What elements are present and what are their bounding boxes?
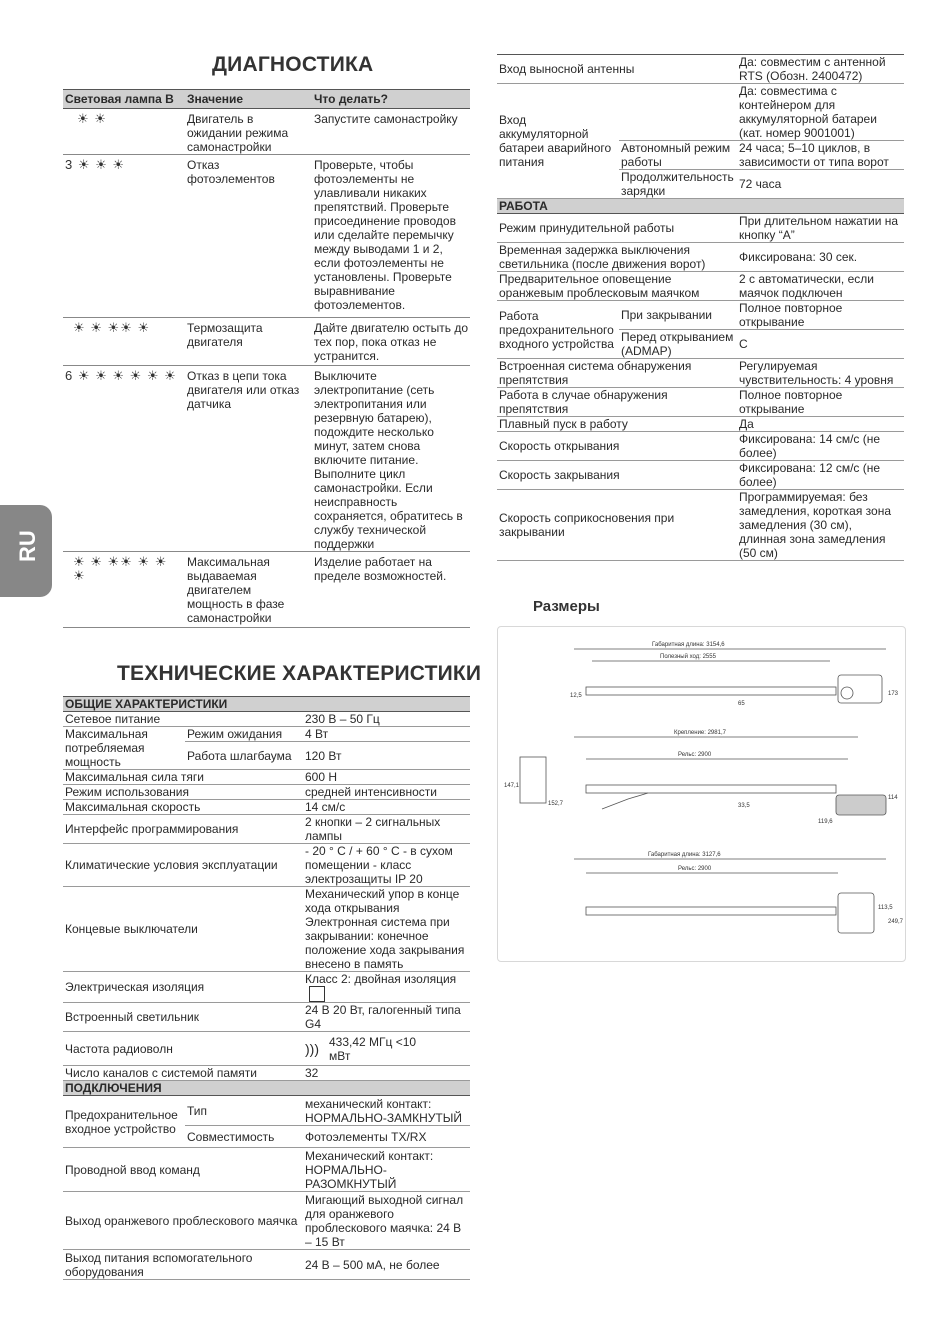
table-row xyxy=(63,800,470,815)
spec-sublabel: При закрывании xyxy=(619,301,737,330)
spec-value: 230 В – 50 Гц xyxy=(303,712,470,727)
motor-side xyxy=(836,795,886,815)
spec-label: Сетевое питание xyxy=(63,712,303,727)
dim-label: Полезный ход: 2555 xyxy=(660,654,716,660)
section-general xyxy=(63,697,470,712)
spec-value: Фиксирована: 30 сек. xyxy=(737,243,904,272)
table-row xyxy=(63,887,470,972)
dim-label: 119,6 xyxy=(818,819,833,825)
spec-value: - 20 ° C / + 60 ° C - в сухом помещении - класс электрозащиты IP 20 xyxy=(303,844,470,887)
spec-label: Работа в случае обнаружения препятствия xyxy=(497,388,737,417)
spec-value: Да: совместим с антенной RTS (Обозн. 2400472) xyxy=(737,55,904,84)
spec-label: Вход аккумуляторной батареи аварийного питания xyxy=(497,84,619,199)
spec-label: Концевые выключатели xyxy=(63,887,303,972)
dim-label: Рельс: 2900 xyxy=(678,866,712,872)
dim-label: 12,5 xyxy=(570,693,582,699)
action-cell: Изделие работает на пределе возможностей. xyxy=(312,552,470,628)
lamp-blink-icon: 6 ☀ ☀ ☀ ☀ ☀ ☀ xyxy=(63,366,185,552)
table-row xyxy=(63,972,470,1003)
spec-value: 120 Вт xyxy=(303,742,470,770)
arm xyxy=(602,793,648,809)
table-row xyxy=(497,84,904,141)
lamp-blink-icon: ☀ ☀ ☀☀ ☀ xyxy=(63,318,185,366)
action-cell: Выключите электропитание (сеть электропитания или резервную батарею), подождите несколько минут, затем снова включите питание. Выполните цикл самонастройки. Если неисправность сохраняется, обратитесь в службу технической поддержки xyxy=(312,366,470,552)
spec-label: Выход оранжевого проблескового маячка xyxy=(63,1192,303,1250)
table-row xyxy=(497,55,904,84)
spec-label: Режим использования xyxy=(63,785,303,800)
table-row xyxy=(497,461,904,490)
table-row xyxy=(63,366,470,552)
table-row xyxy=(63,1032,470,1066)
table-row xyxy=(63,785,470,800)
spec-label: Вход выносной антенны xyxy=(497,55,737,84)
table-row xyxy=(63,1192,470,1250)
bracket-front-view xyxy=(520,757,546,803)
spec-label: Максимальная потребляемая мощность xyxy=(63,727,185,770)
spec-sublabel xyxy=(619,84,737,141)
table-row xyxy=(63,155,470,318)
table-row xyxy=(497,432,904,461)
spec-label: Максимальная сила тяги xyxy=(63,770,303,785)
table-row xyxy=(63,815,470,844)
spec-value: Механический контакт: НОРМАЛЬНО-РАЗОМКНУТЫЙ xyxy=(303,1148,470,1192)
language-tab xyxy=(0,505,52,597)
table-row xyxy=(497,272,904,301)
diagnostics-header-row xyxy=(63,90,470,109)
spec-sublabel: Автономный режим работы xyxy=(619,141,737,170)
dim-label: 147,1 xyxy=(504,783,520,789)
spec-value: Программируемая: без замедления, короткая зона замедления (30 см), длинная зона замедления (50 см) xyxy=(737,490,904,561)
diagnostics-title: ДИАГНОСТИКА xyxy=(212,53,374,76)
spec-label: Предохранительное входное устройство xyxy=(63,1096,185,1148)
table-row xyxy=(63,552,470,628)
spec-label: Встроенная система обнаружения препятствия xyxy=(497,359,737,388)
motor-bottom xyxy=(838,893,874,933)
spec-sublabel: Совместимость xyxy=(185,1126,303,1148)
tech-title: ТЕХНИЧЕСКИЕ ХАРАКТЕРИСТИКИ xyxy=(117,662,482,685)
dim-label: Крепление: 2981,7 xyxy=(674,730,726,736)
spec-label: Скорость открывания xyxy=(497,432,737,461)
table-row xyxy=(497,243,904,272)
col-lamp: Световая лампа B xyxy=(63,90,185,109)
dim-label: 114 xyxy=(888,795,898,801)
spec-value: Механический упор в конце хода открывания Электронная система при закрывании: конечное положение хода закрывания внесено в память xyxy=(303,887,470,972)
dim-label: 249,7 xyxy=(888,919,904,925)
insulation-text: Класс 2: двойная изоляция xyxy=(305,972,457,986)
spec-label: Работа предохранительного входного устройства xyxy=(497,301,619,359)
meaning-cell: Термозащита двигателя xyxy=(185,318,312,366)
meaning-cell: Отказ в цепи тока двигателя или отказ датчика xyxy=(185,366,312,552)
spec-value: 2 кнопки – 2 сигнальных лампы xyxy=(303,815,470,844)
spec-value: Полное повторное открывание xyxy=(737,388,904,417)
dim-label: 152,7 xyxy=(548,801,564,807)
table-row xyxy=(497,388,904,417)
table-row xyxy=(63,712,470,727)
spec-value: 4 Вт xyxy=(303,727,470,742)
spec-label: Режим принудительной работы xyxy=(497,214,737,243)
spec-label: Электрическая изоляция xyxy=(63,972,303,1003)
spec-label: Частота радиоволн xyxy=(63,1032,303,1066)
rail-bottom-view xyxy=(586,907,836,915)
col-action: Что делать? xyxy=(312,90,470,109)
spec-label: Скорость соприкосновения при закрывании xyxy=(497,490,737,561)
dim-label: Рельс: 2900 xyxy=(678,752,712,758)
lamp-blink-icon: 3 ☀ ☀ ☀ xyxy=(63,155,185,318)
table-row xyxy=(497,490,904,561)
spec-value: 600 Н xyxy=(303,770,470,785)
table-row xyxy=(63,1250,470,1280)
radio-wave-icon: ))) xyxy=(305,1040,319,1057)
spec-value: 24 В 20 Вт, галогенный типа G4 xyxy=(303,1003,470,1032)
table-row xyxy=(63,1096,470,1126)
spec-value: Фиксирована: 14 см/с (не более) xyxy=(737,432,904,461)
spec-value: Полное повторное открывание xyxy=(737,301,904,330)
double-insulation-icon xyxy=(309,986,325,1002)
spec-value: средней интенсивности xyxy=(303,785,470,800)
diagnostics-table xyxy=(63,89,470,628)
table-row xyxy=(63,1148,470,1192)
spec-value: С xyxy=(737,330,904,359)
spec-label: Проводной ввод команд xyxy=(63,1148,303,1192)
lamp-blink-icon: ☀ ☀ xyxy=(63,109,185,155)
spec-value: 14 см/с xyxy=(303,800,470,815)
spec-label: Климатические условия эксплуатации xyxy=(63,844,303,887)
dim-label: 65 xyxy=(738,701,745,707)
section-label: РАБОТА xyxy=(497,199,904,214)
tech-table-right xyxy=(497,54,904,561)
spec-value: 24 В – 500 мА, не более xyxy=(303,1250,470,1280)
dimensions-drawing xyxy=(497,626,906,962)
spec-value: Регулируемая чувствительность: 4 уровня xyxy=(737,359,904,388)
table-row xyxy=(497,359,904,388)
spec-value: 2 с автоматически, если маячок подключен xyxy=(737,272,904,301)
meaning-cell: Максимальная выдаваемая двигателем мощность в фазе самонастройки xyxy=(185,552,312,628)
spec-label: Скорость закрывания xyxy=(497,461,737,490)
spec-sublabel: Режим ожидания xyxy=(185,727,303,742)
action-cell: Проверьте, чтобы фотоэлементы не улавливали никаких препятствий. Проверьте присоединение проводов или сделайте перемычку между выводами 1 и 2, если фотоэлементы не установлены. Проверьте выравнивание фотоэлементов. xyxy=(312,155,470,318)
meaning-cell: Отказ фотоэлементов xyxy=(185,155,312,318)
dimensions-title: Размеры xyxy=(533,598,600,615)
meaning-cell: Двигатель в ожидании режима самонастройки xyxy=(185,109,312,155)
col-meaning: Значение xyxy=(185,90,312,109)
dim-label: 33,5 xyxy=(738,803,750,809)
table-row xyxy=(63,318,470,366)
spec-label: Встроенный светильник xyxy=(63,1003,303,1032)
spec-value: Фотоэлементы TX/RX xyxy=(303,1126,470,1148)
dim-label: 113,5 xyxy=(878,905,893,911)
section-work xyxy=(497,199,904,214)
spec-value xyxy=(303,1032,470,1066)
spec-value: При длительном нажатии на кнопку “А” xyxy=(737,214,904,243)
spec-label: Плавный пуск в работу xyxy=(497,417,737,432)
table-row xyxy=(63,770,470,785)
dimensions-svg xyxy=(498,627,905,961)
spec-value: Да: совместима с контейнером для аккумуляторной батареи (кат. номер 9001001) xyxy=(737,84,904,141)
table-row xyxy=(63,1066,470,1081)
rail-side-view xyxy=(586,785,836,793)
section-label: ОБЩИЕ ХАРАКТЕРИСТИКИ xyxy=(63,697,470,712)
spec-value: механический контакт: НОРМАЛЬНО-ЗАМКНУТЫЙ xyxy=(303,1096,470,1126)
spec-sublabel: Тип xyxy=(185,1096,303,1126)
radio-value: 433,42 МГц <10 мВт xyxy=(329,1034,417,1063)
table-row xyxy=(63,1003,470,1032)
spec-value: Да xyxy=(737,417,904,432)
spec-label: Максимальная скорость xyxy=(63,800,303,815)
section-label: ПОДКЛЮЧЕНИЯ xyxy=(63,1081,470,1096)
spec-value: 32 xyxy=(303,1066,470,1081)
spec-label: Выход питания вспомогательного оборудования xyxy=(63,1250,303,1280)
section-connections xyxy=(63,1081,470,1096)
table-row xyxy=(497,214,904,243)
language-label: RU xyxy=(15,530,40,562)
table-row xyxy=(63,727,470,742)
spec-value: Фиксирована: 12 см/с (не более) xyxy=(737,461,904,490)
dim-label: 173 xyxy=(888,691,899,697)
spec-value: 24 часа; 5–10 циклов, в зависимости от типа ворот xyxy=(737,141,904,170)
table-row xyxy=(497,417,904,432)
rail-top-view xyxy=(586,687,836,695)
spec-label: Число каналов с системой памяти xyxy=(63,1066,303,1081)
action-cell: Дайте двигателю остыть до тех пор, пока отказ не устранится. xyxy=(312,318,470,366)
spec-sublabel: Работа шлагбаума xyxy=(185,742,303,770)
dim-label: Габаритная длина: 3127,6 xyxy=(648,852,721,858)
dim-label: Габаритная длина: 3154,6 xyxy=(652,642,725,648)
spec-value: 72 часа xyxy=(737,170,904,199)
spec-value: Мигающий выходной сигнал для оранжевого проблескового маячка: 24 В – 15 Вт xyxy=(303,1192,470,1250)
action-cell: Запустите самонастройку xyxy=(312,109,470,155)
spec-sublabel: Продолжительность зарядки xyxy=(619,170,737,199)
motor-gear xyxy=(841,687,853,699)
table-row xyxy=(497,301,904,330)
tech-table xyxy=(63,696,470,1280)
table-row xyxy=(63,109,470,155)
spec-sublabel: Перед открыванием (ADMAP) xyxy=(619,330,737,359)
spec-label: Предварительное оповещение оранжевым проблесковым маячком xyxy=(497,272,737,301)
table-row xyxy=(63,844,470,887)
spec-label: Интерфейс программирования xyxy=(63,815,303,844)
spec-label: Временная задержка выключения светильника (после движения ворот) xyxy=(497,243,737,272)
spec-value xyxy=(303,972,470,1003)
lamp-blink-icon: ☀ ☀ ☀☀ ☀ ☀ ☀ xyxy=(63,552,185,628)
